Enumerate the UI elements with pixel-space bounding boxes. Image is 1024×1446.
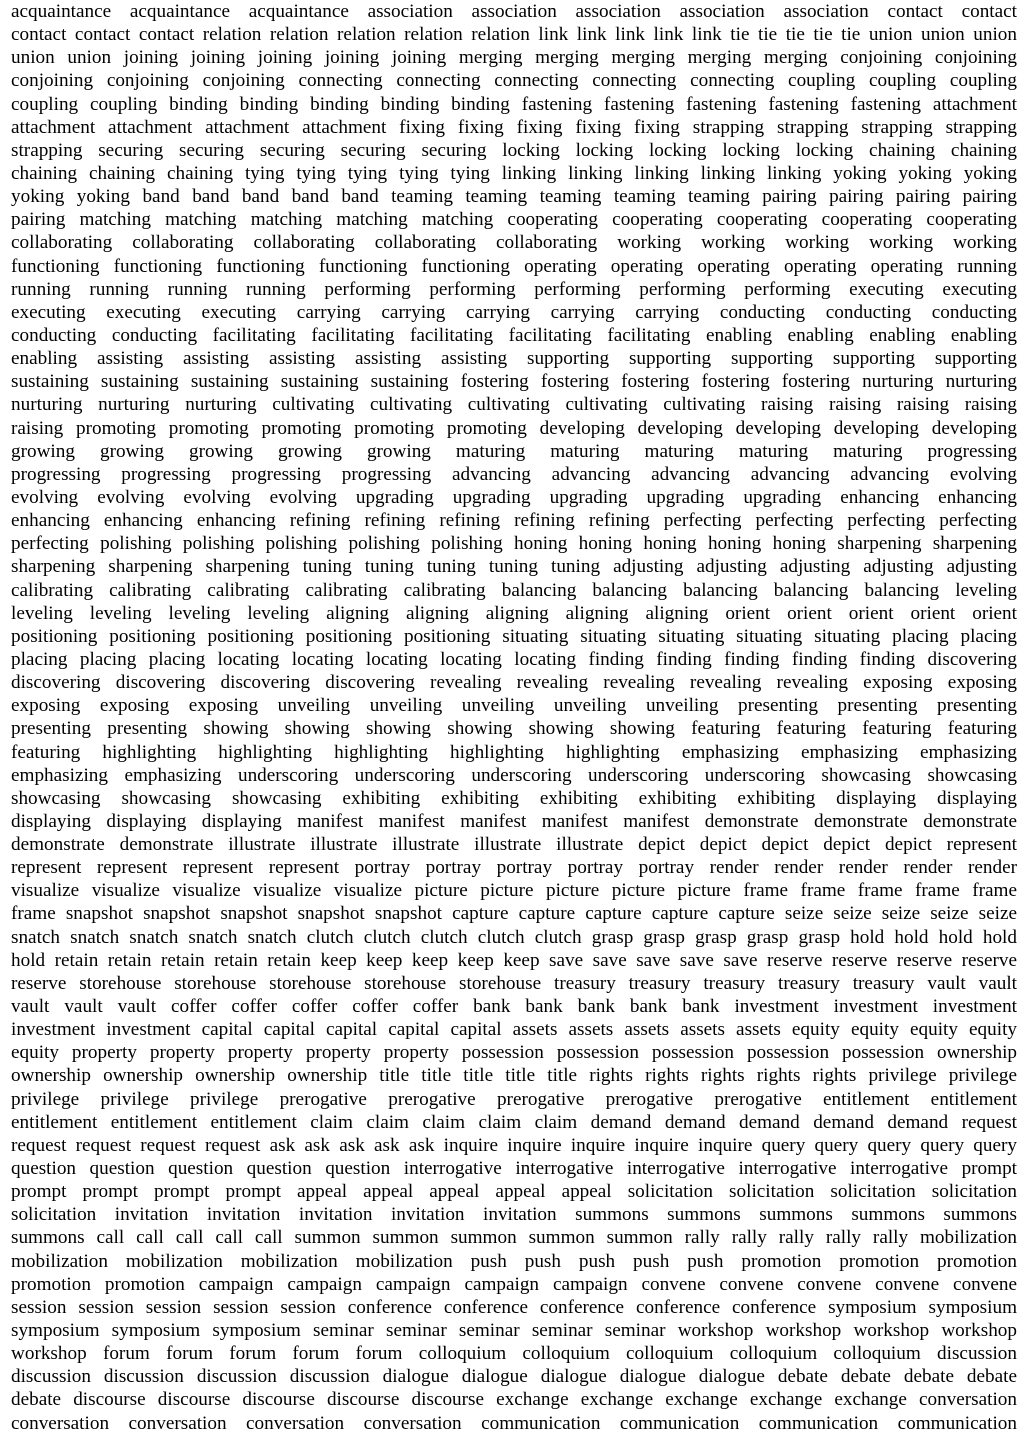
text-line: chaining chaining chaining tying tying tying tying tying linking linking linking linking linking yoking yoking yoking xyxy=(11,162,1017,184)
text-line: enhancing enhancing enhancing refining refining refining refining refining perfecting perfecting perfecting perfecting xyxy=(11,510,1017,532)
text-line: conversation conversation conversation conversation communication communication communication communication xyxy=(11,1412,1017,1434)
text-line: contact contact contact relation relation relation relation relation link link link link link tie tie tie tie tie union union union xyxy=(11,24,1017,46)
text-line: solicitation invitation invitation invitation invitation invitation summons summons summons summons summons xyxy=(11,1204,1017,1226)
text-line: entitlement entitlement entitlement claim claim claim claim claim demand demand demand demand demand request xyxy=(11,1111,1017,1133)
text-line: discovering discovering discovering discovering revealing revealing revealing revealing revealing exposing exposing xyxy=(11,672,1017,694)
text-line: snatch snatch snatch snatch snatch clutch clutch clutch clutch clutch grasp grasp grasp grasp grasp hold hold hold hold xyxy=(11,926,1017,948)
text-line: frame snapshot snapshot snapshot snapshot snapshot capture capture capture capture capture seize seize seize seize seize xyxy=(11,903,1017,925)
text-line: reserve storehouse storehouse storehouse storehouse storehouse treasury treasury treasury treasury treasury vault vault xyxy=(11,972,1017,994)
text-line: workshop forum forum forum forum forum colloquium colloquium colloquium colloquium colloquium discussion xyxy=(11,1343,1017,1365)
text-line: symposium symposium symposium seminar seminar seminar seminar seminar workshop workshop workshop workshop xyxy=(11,1320,1017,1342)
text-line: presenting presenting showing showing showing showing showing showing featuring featuring featuring featuring xyxy=(11,718,1017,740)
text-line: represent represent represent represent portray portray portray portray portray render render render render render xyxy=(11,857,1017,879)
text-line: perfecting polishing polishing polishing polishing polishing honing honing honing honing honing sharpening sharpening xyxy=(11,533,1017,555)
text-line: summons call call call call call summon summon summon summon summon rally rally rally rally rally mobilization xyxy=(11,1227,1017,1249)
text-line: displaying displaying displaying manifest manifest manifest manifest manifest demonstrate demonstrate demonstrate xyxy=(11,810,1017,832)
text-line: attachment attachment attachment attachment fixing fixing fixing fixing fixing strapping strapping strapping strapping xyxy=(11,116,1017,138)
text-line: executing executing executing carrying carrying carrying carrying carrying conducting conducting conducting xyxy=(11,301,1017,323)
text-line: debate discourse discourse discourse discourse discourse exchange exchange exchange exchange exchange conversation xyxy=(11,1389,1017,1411)
text-line: strapping securing securing securing securing securing locking locking locking locking locking chaining chaining xyxy=(11,139,1017,161)
text-line: exposing exposing exposing unveiling unveiling unveiling unveiling unveiling presenting presenting presenting xyxy=(11,695,1017,717)
text-line: enabling assisting assisting assisting assisting assisting supporting supporting supporting supporting supporting xyxy=(11,348,1017,370)
text-line: conducting conducting facilitating facilitating facilitating facilitating facilitating enabling enabling enabling enabling xyxy=(11,324,1017,346)
text-line: functioning functioning functioning functioning functioning operating operating operating operating operating running xyxy=(11,255,1017,277)
text-line: request request request request ask ask ask ask ask inquire inquire inquire inquire inquire query query query query query xyxy=(11,1134,1017,1156)
text-line: equity property property property property property possession possession possession possession possession ownership xyxy=(11,1042,1017,1064)
text-line: calibrating calibrating calibrating calibrating calibrating balancing balancing balancing balancing balancing leveling xyxy=(11,579,1017,601)
text-line: visualize visualize visualize visualize visualize picture picture picture picture picture frame frame frame frame frame xyxy=(11,880,1017,902)
text-line: investment investment capital capital capital capital capital assets assets assets assets assets equity equity equity equity xyxy=(11,1019,1017,1041)
text-line: prompt prompt prompt prompt appeal appeal appeal appeal appeal solicitation solicitation solicitation solicitation xyxy=(11,1181,1017,1203)
text-line: union union joining joining joining joining joining merging merging merging merging merging conjoining conjoining xyxy=(11,47,1017,69)
text-line: acquaintance acquaintance acquaintance association association association association association contact contact xyxy=(11,1,1017,22)
text-line: positioning positioning positioning positioning positioning situating situating situating situating situating placing placing xyxy=(11,625,1017,647)
text-line: progressing progressing progressing progressing advancing advancing advancing advancing advancing evolving xyxy=(11,463,1017,485)
text-line: placing placing placing locating locating locating locating locating finding finding finding finding finding discovering xyxy=(11,648,1017,670)
text-line: collaborating collaborating collaborating collaborating collaborating working working working working working xyxy=(11,232,1017,254)
text-line: ownership ownership ownership ownership title title title title title rights rights rights rights rights privilege privilege xyxy=(11,1065,1017,1087)
text-line: growing growing growing growing growing maturing maturing maturing maturing maturing progressing xyxy=(11,440,1017,462)
document-body xyxy=(11,0,1017,1446)
text-line: promotion promotion campaign campaign campaign campaign campaign convene convene convene convene convene xyxy=(11,1273,1017,1295)
text-line: emphasizing emphasizing underscoring underscoring underscoring underscoring underscoring showcasing showcasing xyxy=(11,764,1017,786)
text-line: question question question question question interrogative interrogative interrogative interrogative interrogative prompt xyxy=(11,1158,1017,1180)
text-line: demonstrate demonstrate illustrate illustrate illustrate illustrate illustrate depict depict depict depict depict represent xyxy=(11,834,1017,856)
text-line: yoking yoking band band band band band teaming teaming teaming teaming teaming pairing pairing pairing pairing xyxy=(11,186,1017,208)
text-line: featuring highlighting highlighting highlighting highlighting highlighting emphasizing emphasizing emphasizing xyxy=(11,741,1017,763)
text-line: showcasing showcasing showcasing exhibiting exhibiting exhibiting exhibiting exhibiting displaying displaying xyxy=(11,787,1017,809)
text-line: vault vault vault coffer coffer coffer coffer coffer bank bank bank bank bank investment investment investment xyxy=(11,996,1017,1018)
text-line: raising promoting promoting promoting promoting promoting developing developing developing developing developing xyxy=(11,417,1017,439)
text-line: mobilization mobilization mobilization mobilization push push push push push promotion promotion promotion xyxy=(11,1250,1017,1272)
text-line: hold retain retain retain retain retain keep keep keep keep keep save save save save save reserve reserve reserve reserve xyxy=(11,949,1017,971)
text-line: session session session session session conference conference conference conference conference symposium symposium xyxy=(11,1296,1017,1318)
text-line: discussion discussion discussion discussion dialogue dialogue dialogue dialogue dialogue debate debate debate debate xyxy=(11,1366,1017,1388)
text-line: privilege privilege privilege prerogative prerogative prerogative prerogative prerogative entitlement entitlement xyxy=(11,1088,1017,1110)
text-line: coupling coupling binding binding binding binding binding fastening fastening fastening fastening fastening attachment xyxy=(11,93,1017,115)
text-line: conjoining conjoining conjoining connecting connecting connecting connecting connecting coupling coupling coupling xyxy=(11,70,1017,92)
text-line: pairing matching matching matching matching matching cooperating cooperating cooperating cooperating cooperating xyxy=(11,209,1017,231)
text-line: sustaining sustaining sustaining sustaining sustaining fostering fostering fostering fostering fostering nurturing nurturing xyxy=(11,371,1017,393)
text-line: leveling leveling leveling leveling aligning aligning aligning aligning aligning orient orient orient orient orient xyxy=(11,602,1017,624)
text-line: evolving evolving evolving evolving upgrading upgrading upgrading upgrading upgrading enhancing enhancing xyxy=(11,486,1017,508)
text-line: running running running running performing performing performing performing performing executing executing xyxy=(11,278,1017,300)
text-line: nurturing nurturing nurturing cultivating cultivating cultivating cultivating cultivating raising raising raising raising xyxy=(11,394,1017,416)
text-line: sharpening sharpening sharpening tuning tuning tuning tuning tuning adjusting adjusting adjusting adjusting adjusting xyxy=(11,556,1017,578)
